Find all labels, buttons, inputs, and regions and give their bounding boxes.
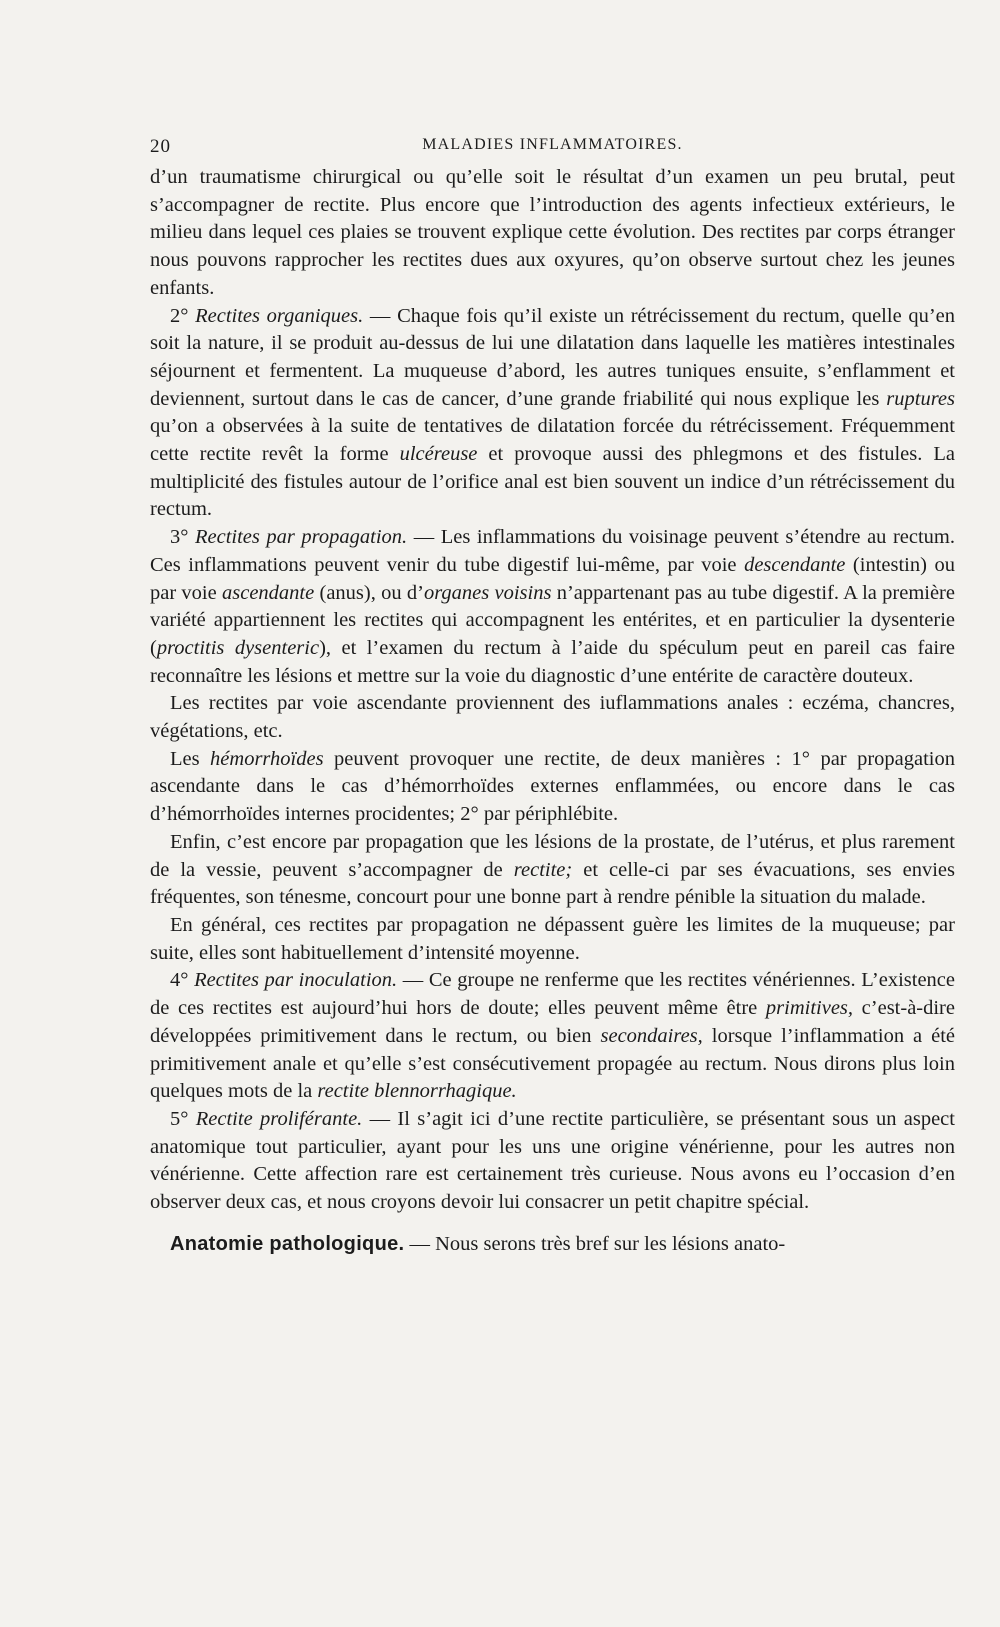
- paragraph-prostate-uterus: Enfin, c’est encore par propagation que les lésions de la prostate, de l’utérus, et plus rarement de la vessie, peuvent s’accompagner de rectite; et celle-ci par ses évacuations, ses envies fréquentes, son ténesme, concourt pour une bonne part à rendre pénible la situation du malade.: [150, 830, 956, 909]
- running-title: MALADIES INFLAMMATOIRES.: [422, 136, 683, 153]
- paragraph-traumatic-rectites: d’un traumatisme chirurgical ou qu’elle soit le résultat d’un examen un peu brutal, peut s’accompagner de rectite. Plus encore que l’introduction des agents infectieux extérieurs, le milieu dans lequel ces plaies se trouvent explique cette évolution. Des rectites par corps étranger nous pouvons rapprocher les rectites dues aux oxyures, qu’on observe surtout chez les jeunes enfants.: [150, 166, 955, 299]
- paragraph-inoculation-rectites: 4° Rectites par inoculation. — Ce groupe ne renferme que les rectites vénériennes. L’existence de ces rectites est aujourd’hui hors de doute; elles peuvent même être primitives, c’est-à-dire développées primitivement dans le rectum, ou bien secondaires, lorsque l’inflammation a été primitivement anale et qu’elle s’est consécutivement propagée au rectum. Nous dirons plus loin quelques mots de la rectite blennorrhagique.: [150, 969, 956, 1103]
- body-text: [150, 164, 955, 1258]
- page-number: 20: [150, 136, 171, 157]
- paragraph-anatomy: Anatomie pathologique. — Nous serons très bref sur les lésions anato-: [170, 1232, 786, 1255]
- subsection-title: Rectites par inoculation.: [194, 969, 398, 992]
- subsection-title: Rectite proliférante.: [195, 1107, 363, 1130]
- running-head: [150, 130, 955, 164]
- subsection-title: Rectites par propagation.: [195, 526, 408, 549]
- paragraph-ascending-rectites: Les rectites par voie ascendante proviennent des iuflammations anales : eczéma, chancres, végétations, etc.: [150, 692, 955, 743]
- paragraph-general: En général, ces rectites par propagation ne dépassent guère les limites de la muqueuse; par suite, elles sont habituellement d’intensité moyenne.: [150, 913, 955, 964]
- paragraph-organic-rectites: 2° Rectites organiques. — Chaque fois qu’il existe un rétrécissement du rectum, quelle qu’en soit la nature, il se produit au-dessus de lui une dilatation dans laquelle les matières intestinales séjournent et fermentent. La muqueuse d’abord, les autres tuniques ensuite, s’enflamment et deviennent, surtout dans le cas de cancer, d’une grande friabilité qui nous explique les ruptures qu’on a observées à la suite de tentatives de dilatation forcée du rétrécissement. Fréquemment cette rectite revêt la forme ulcéreuse et provoque aussi des phlegmons et des fistules. La multiplicité des fistules autour de l’orifice anal est bien souvent un indice d’un rétrécissement du rectum.: [150, 304, 956, 521]
- section-gap: [150, 1217, 955, 1231]
- book-page: [150, 130, 955, 1258]
- section-heading: Anatomie pathologique.: [170, 1232, 405, 1255]
- paragraph-propagation-rectites: 3° Rectites par propagation. — Les inflammations du voisinage peuvent s’étendre au rectum. Ces inflammations peuvent venir du tube digestif lui-même, par voie descendante (intestin) ou par voie ascendante (anus), ou d’organes voisins n’appartenant pas au tube digestif. A la première variété appartiennent les rectites qui accompagnent les entérites, et en particulier la dysenterie (proctitis dysenteric), et l’examen du rectum à l’aide du spéculum peut en pareil cas faire reconnaître les lésions et mettre sur la voie du diagnostic d’une entérite de caractère douteux.: [150, 526, 955, 687]
- subsection-title: Rectites organiques.: [195, 304, 364, 327]
- paragraph-hemorrhoids: Les hémorrhoïdes peuvent provoquer une rectite, de deux manières : 1° par propagation ascendante dans le cas d’hémorrhoïdes externes enflammées, ou encore dans le cas d’hémorrhoïdes internes procidentes; 2° par périphlébite.: [150, 747, 955, 826]
- paragraph-proliferating-rectite: 5° Rectite proliférante. — Il s’agit ici d’une rectite particulière, se présentant sous un aspect anatomique tout particulier, ayant pour les uns une origine vénérienne, pour les autres non vénérienne. Cette affection rare est certainement très curieuse. Nous avons eu l’occasion d’en observer deux cas, et nous croyons devoir lui consacrer un petit chapitre spécial.: [150, 1107, 955, 1214]
